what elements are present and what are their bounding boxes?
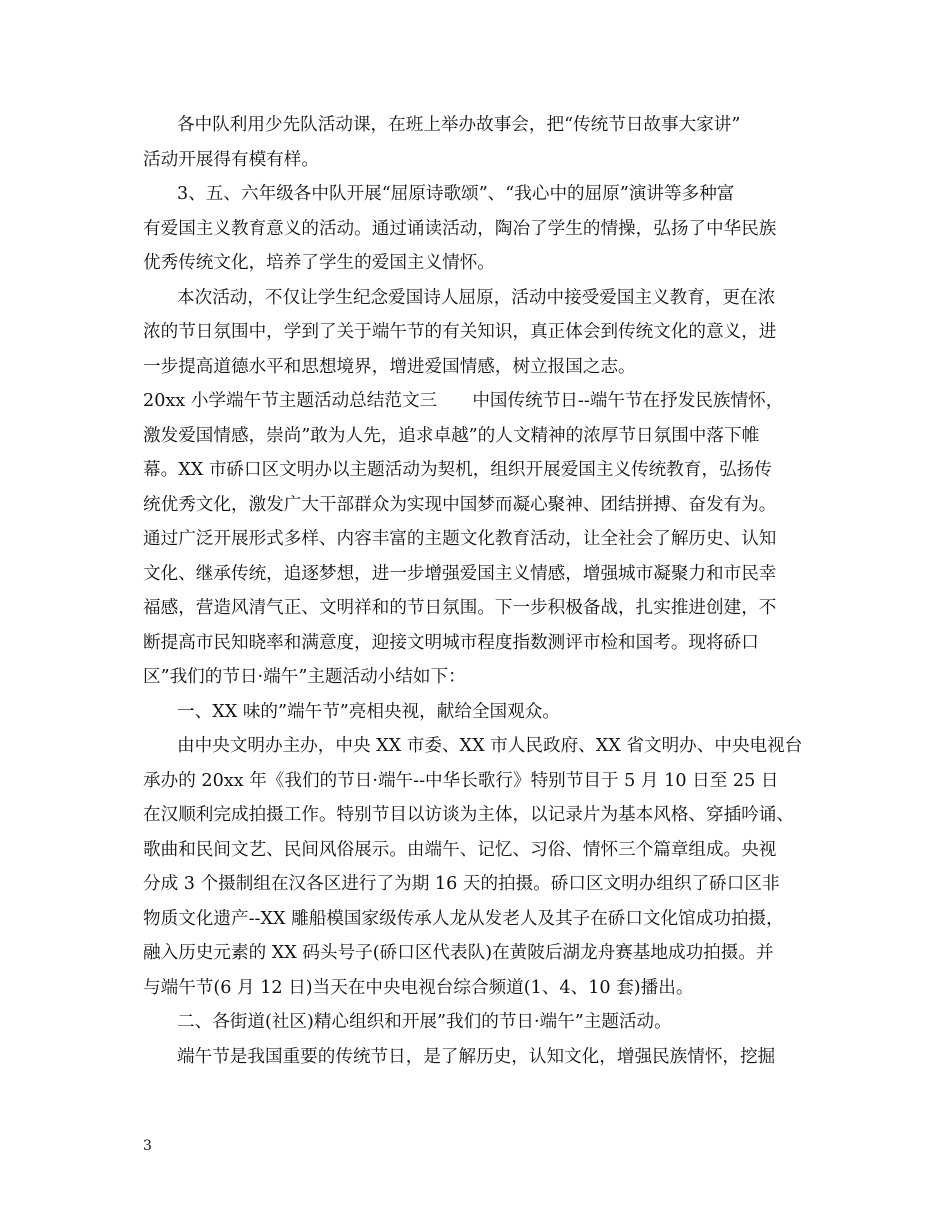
text-line: 文化、继承传统，追逐梦想，进一步增强爱国主义情感，增强城市凝聚力和市民幸 — [143, 563, 777, 584]
text-line: 与端午节(6 月 12 日)当天在中央电视台综合频道(1、4、10 套)播出。 — [143, 977, 694, 998]
text-line: 分成 3 个摄制组在汉各区进行了为期 16 天的拍摄。硚口区文明办组织了硚口区非 — [143, 874, 780, 894]
page-number: 3 — [143, 1138, 152, 1154]
text-line: 20xx 小学端午节主题活动总结范文三 中国传统节日--端午节在抒发民族情怀， — [143, 391, 784, 411]
section-heading: 二、各街道(社区)精心组织和开展”我们的节日·端午”主题活动。 — [177, 1012, 672, 1032]
text-line: 端午节是我国重要的传统节日，是了解历史，认知文化，增强民族情怀，挖掘 — [177, 1046, 776, 1067]
text-line: 幕。XX 市硚口区文明办以主题活动为契机，组织开展爱国主义传统教育，弘扬传 — [143, 460, 772, 480]
text-line: 激发爱国情感，崇尚”敢为人先，追求卓越”的人文精神的浓厚节日氛围中落下帷 — [143, 425, 760, 446]
text-line: 福感，营造风清气正、文明祥和的节日氛围。下一步积极备战，扎实推进创建，不 — [143, 598, 777, 618]
text-line: 各中队利用少先队活动课，在班上举办故事会，把“传统节日故事大家讲” — [177, 115, 741, 135]
text-line: 活动开展得有模有样。 — [143, 149, 319, 170]
text-line: 物质文化遗产--XX 雕船模国家级传承人龙从发老人及其子在硚口文化馆成功拍摄， — [143, 908, 784, 929]
text-line: 统优秀文化，激发广大干部群众为实现中国梦而凝心聚神、团结拼搏、奋发有为。 — [143, 494, 777, 515]
text-line: 融入历史元素的 XX 码头号子(硚口区代表队)在黄陂后湖龙舟赛基地成功拍摄。并 — [143, 943, 774, 963]
text-line: 通过广泛开展形式多样、内容丰富的主题文化教育活动，让全社会了解历史、认知 — [143, 529, 777, 549]
text-line: 3、五、六年级各中队开展“屈原诗歌颂”、“我心中的屈原”演讲等多种富 — [177, 184, 735, 204]
text-line: 优秀传统文化，培养了学生的爱国主义情怀。 — [143, 253, 495, 273]
text-line: 区”我们的节日·端午”主题活动小结如下： — [143, 667, 466, 687]
section-heading: 一、XX 味的”端午节”亮相央视，献给全国观众。 — [177, 701, 560, 722]
text-line: 本次活动，不仅让学生纪念爱国诗人屈原，活动中接受爱国主义教育，更在浓 — [177, 287, 776, 308]
text-line: 一步提高道德水平和思想境界，增进爱国情感，树立报国之志。 — [143, 356, 636, 377]
text-line: 浓的节日氛围中，学到了关于端午节的有关知识，真正体会到传统文化的意义，进 — [143, 322, 777, 342]
text-line: 歌曲和民间文艺、民间风俗展示。由端午、记忆、习俗、情怀三个篇章组成。央视 — [143, 839, 777, 860]
text-line: 有爱国主义教育意义的活动。通过诵读活动，陶冶了学生的情操，弘扬了中华民族 — [143, 218, 777, 239]
text-line: 承办的 20xx 年《我们的节日·端午--中华长歌行》特别节目于 5 月 10 日至 25 日 — [143, 770, 779, 791]
text-line: 由中央文明办主办，中央 XX 市委、XX 市人民政府、XX 省文明办、中央电视台 — [177, 736, 803, 756]
text-line: 断提高市民知晓率和满意度，迎接文明城市程度指数测评市检和国考。现将硚口 — [143, 632, 759, 653]
body-text — [143, 108, 819, 1074]
text-line: 在汉顺利完成拍摄工作。特别节目以访谈为主体，以记录片为基本风格、穿插吟诵、 — [143, 805, 794, 825]
